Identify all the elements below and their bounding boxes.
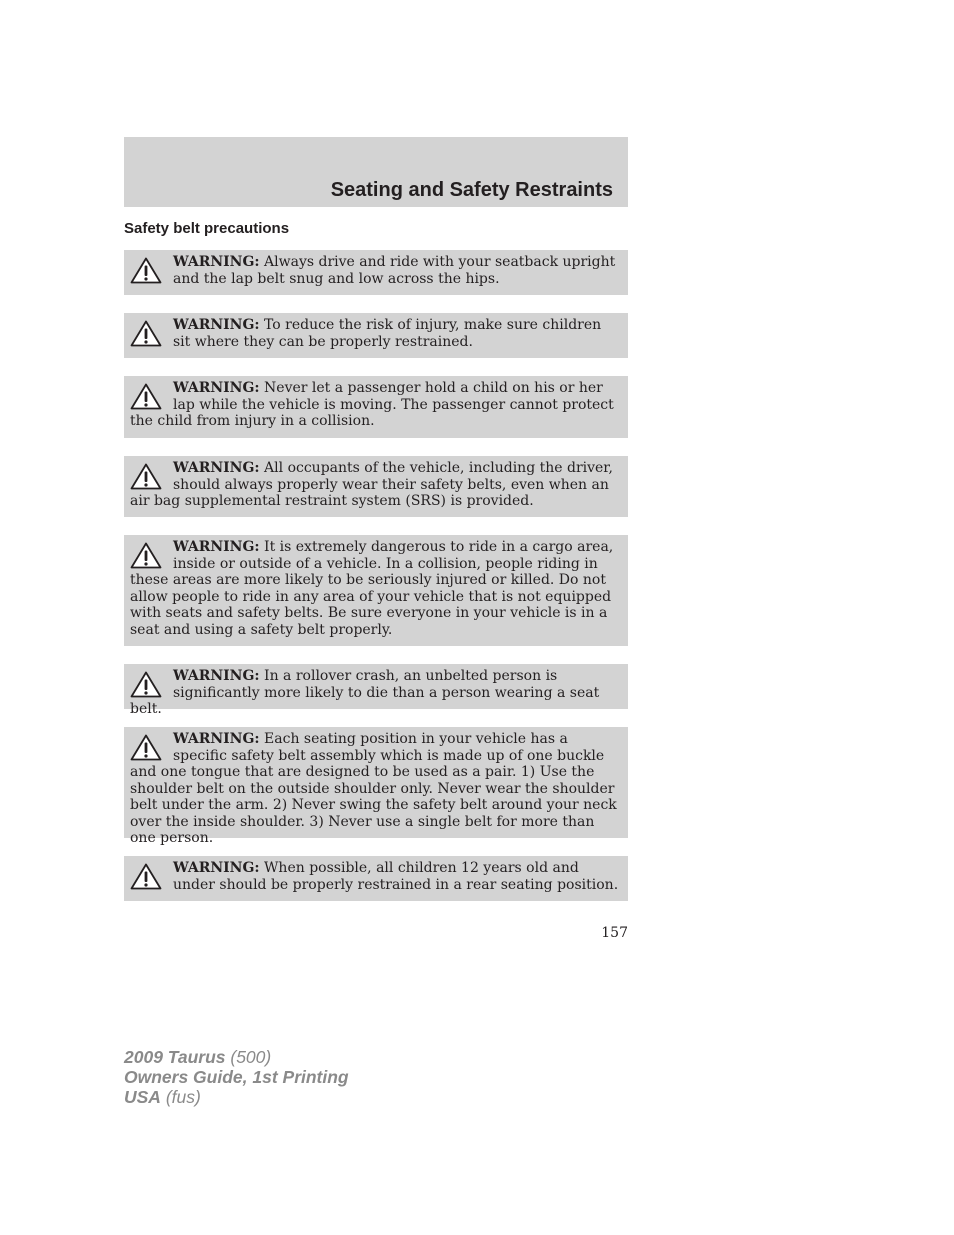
warning-triangle-icon xyxy=(130,383,162,410)
warning-triangle-icon xyxy=(130,257,162,284)
warning-box xyxy=(124,456,628,517)
chapter-title: Seating and Safety Restraints xyxy=(330,179,613,201)
page-number: 157 xyxy=(601,925,628,941)
warning-label: WARNING: xyxy=(173,860,260,876)
warning-text: To reduce the risk of injury, make sure children sit where they can be properly restrained. xyxy=(173,317,602,350)
warning-text: Never let a passenger hold a child on his or her lap while the vehicle is moving. The passenger cannot protect the child from injury in a collision. xyxy=(130,380,614,429)
warning-label: WARNING: xyxy=(173,380,260,396)
warning-triangle-icon xyxy=(130,734,162,761)
warning-triangle-icon xyxy=(130,542,162,569)
footer-line-guide: Owners Guide, 1st Printing xyxy=(124,1067,349,1087)
warning-triangle-icon xyxy=(130,320,162,347)
footer-line-model: 2009 Taurus (500) xyxy=(124,1047,272,1067)
warning-box xyxy=(124,250,628,295)
warning-text: All occupants of the vehicle, including the driver, should always properly wear their safety belts, even when an air bag supplemental restraint system (SRS) is provided. xyxy=(130,460,613,509)
warning-triangle-icon xyxy=(130,671,162,698)
warning-label: WARNING: xyxy=(173,317,260,333)
warning-box xyxy=(124,856,628,901)
warning-box xyxy=(124,376,628,438)
warning-label: WARNING: xyxy=(173,668,260,684)
section-heading: Safety belt precautions xyxy=(124,220,290,237)
warning-triangle-icon xyxy=(130,863,162,890)
warning-text: It is extremely dangerous to ride in a cargo area, inside or outside of a vehicle. In a collision, people riding in these areas are more likely to be seriously injured or killed. Do not allow people to ride in any area of your vehicle that is not equipped with seats and safety belts. Be sure everyone in your vehicle is in a seat and using a safety belt properly. xyxy=(130,539,614,638)
warning-box xyxy=(124,664,628,717)
warning-label: WARNING: xyxy=(173,254,260,270)
warning-triangle-icon xyxy=(130,463,162,490)
warning-label: WARNING: xyxy=(173,460,260,476)
warning-box xyxy=(124,313,628,358)
warning-label: WARNING: xyxy=(173,731,260,747)
document-footer xyxy=(124,1047,349,1107)
warning-text: Always drive and ride with your seatback upright and the lap belt snug and low across the hips. xyxy=(173,254,616,287)
footer-line-region: USA (fus) xyxy=(124,1087,201,1107)
warning-text: Each seating position in your vehicle has a specific safety belt assembly which is made up of one buckle and one tongue that are designed to be used as a pair. 1) Use the shoulder belt on the outside shoulder only. Never wear the shoulder belt under the arm. 2) Never swing the safety belt around your neck over the inside shoulder. 3) Never use a single belt for more than one person. xyxy=(130,731,617,846)
warning-box xyxy=(124,727,628,846)
warning-box xyxy=(124,535,628,646)
warning-label: WARNING: xyxy=(173,539,260,555)
warning-text: In a rollover crash, an unbelted person is significantly more likely to die than a person wearing a seat belt. xyxy=(130,668,600,717)
chapter-header-band xyxy=(124,137,628,207)
warning-text: When possible, all children 12 years old and under should be properly restrained in a rear seating position. xyxy=(173,860,619,893)
